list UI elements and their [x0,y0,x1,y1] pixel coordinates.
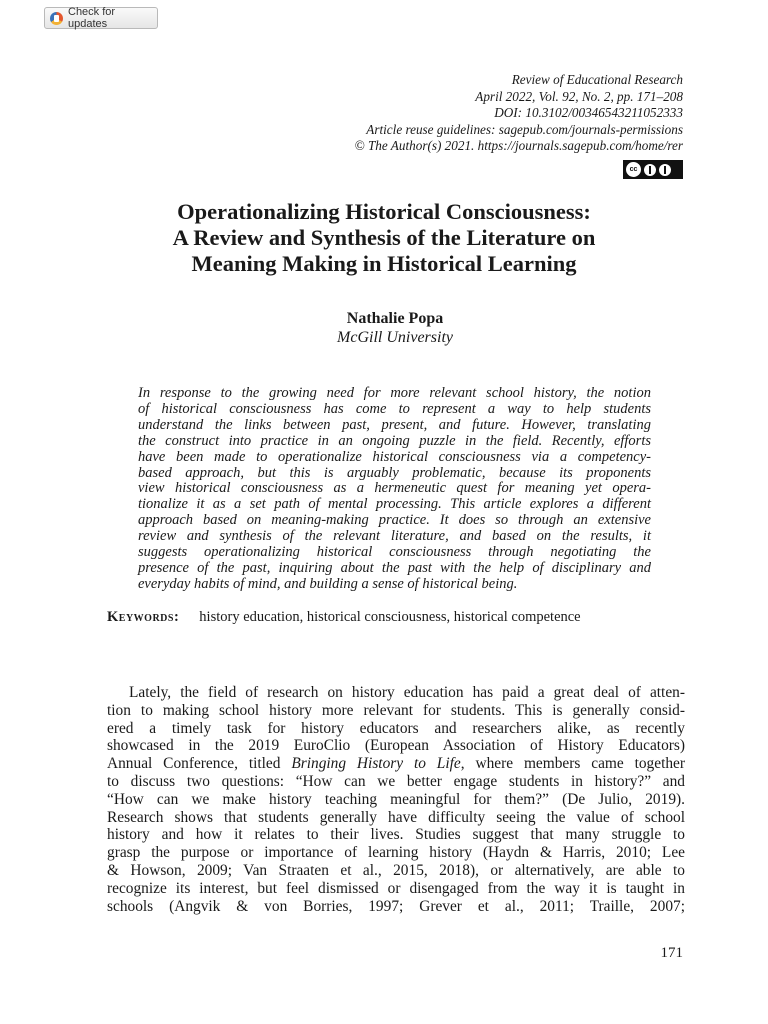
abstract-line: review and synthesis of the relevant literature, and based on the results, it [138,528,651,545]
abstract-line: the construct into practice in an ongoing puzzle in the field. Recently, efforts [138,432,651,449]
title-line: Operationalizing Historical Consciousness: [177,199,591,224]
conference-title: Bringing History to Life [291,755,461,773]
keywords-text: history education, historical consciousness, historical competence [199,609,581,625]
abstract-line: tionalize it as a set path of mental processing. This article explores a different [138,496,651,513]
author-affiliation: McGill University [337,329,453,346]
journal-copyright[interactable]: © The Author(s) 2021. https://journals.sagepub.com/home/rer [354,138,683,153]
by-attribution-icon [644,164,656,176]
abstract-line: of historical consciousness has come to represent a way to help students [138,400,651,417]
abstract-line: everyday habits of mind, and building a sense of historical being. [138,575,518,592]
abstract [138,386,651,593]
body-line [107,755,685,773]
article-title [0,199,768,277]
journal-name: Review of Educational Research [511,72,683,87]
body-line-post: , where members came together [460,755,685,773]
body-line: tion to making school history more relevant for students. This is generally consid- [107,701,685,719]
body-line: grasp the purpose or importance of learning history (Haydn & Harris, 2010; Lee [107,844,685,862]
abstract-line: approach based on meaning-making practice. It does so through an extensive [138,512,651,529]
journal-info [355,72,683,155]
journal-issue: April 2022, Vol. 92, No. 2, pp. 171–208 [475,88,683,104]
abstract-line: based approach, but this is arguably problematic, because its proponents [138,464,651,481]
author-name: Nathalie Popa [346,310,444,327]
keywords [107,608,685,626]
body-line: schools (Angvik & von Borries, 1997; Grever et al., 2011; Traille, 2007; [107,897,685,915]
cc-icon: cc [626,162,641,177]
check-for-updates-label: Check for updates [68,6,116,30]
body-line: to discuss two questions: “How can we better engage students in history?” and [107,772,685,790]
noncommercial-icon [659,164,671,176]
abstract-line: In response to the growing need for more relevant school history, the notion [138,385,651,401]
keywords-label: Keywords: [107,609,180,625]
body-line: showcased in the 2019 EuroClio (European Association of History Educators) [107,737,685,755]
abstract-line: understand the links between past, present, and future. However, translating [138,416,651,433]
abstract-line: have been made to operationalize historical consciousness via a competency- [138,448,651,465]
body-line: & Howson, 2009; Van Straaten et al., 2015, 2018), or alternatively, are able to [107,861,685,879]
page-number: 171 [660,945,683,961]
body-line: ered a timely task for history educators and researchers alike, as recently [107,719,685,737]
body-line: recognize its interest, but feel dismissed or disengaged from the way it is taught in [107,879,685,897]
body-line: Research shows that students generally have difficulty seeing the value of school [107,808,685,826]
cc-license-badge [623,160,683,179]
body-line-pre: Annual Conference, titled [107,755,292,773]
check-for-updates-button[interactable] [44,7,158,29]
body-line: “How can we make history teaching meaningful for them?” (De Julio, 2019). [107,790,685,808]
body-line: Lately, the field of research on history education has paid a great deal of atten- [129,684,685,701]
abstract-line: presence of the past, inquiring about the past with the help of disciplinary and [138,559,651,576]
journal-doi[interactable]: DOI: 10.3102/00346543211052333 [494,105,683,120]
title-line: Meaning Making in Historical Learning [191,251,577,276]
title-line: A Review and Synthesis of the Literature on [172,225,596,250]
body-text [107,684,685,915]
abstract-line: view historical consciousness as a hermeneutic quest for meaning yet opera- [138,480,651,497]
crossmark-icon [50,12,63,25]
journal-reuse[interactable]: Article reuse guidelines: sagepub.com/journals-permissions [366,121,683,137]
abstract-line: suggests operationalizing historical consciousness through negotiating the [138,544,651,561]
body-line: history and how it relates to their lives. Studies suggest that many struggle to [107,826,685,844]
